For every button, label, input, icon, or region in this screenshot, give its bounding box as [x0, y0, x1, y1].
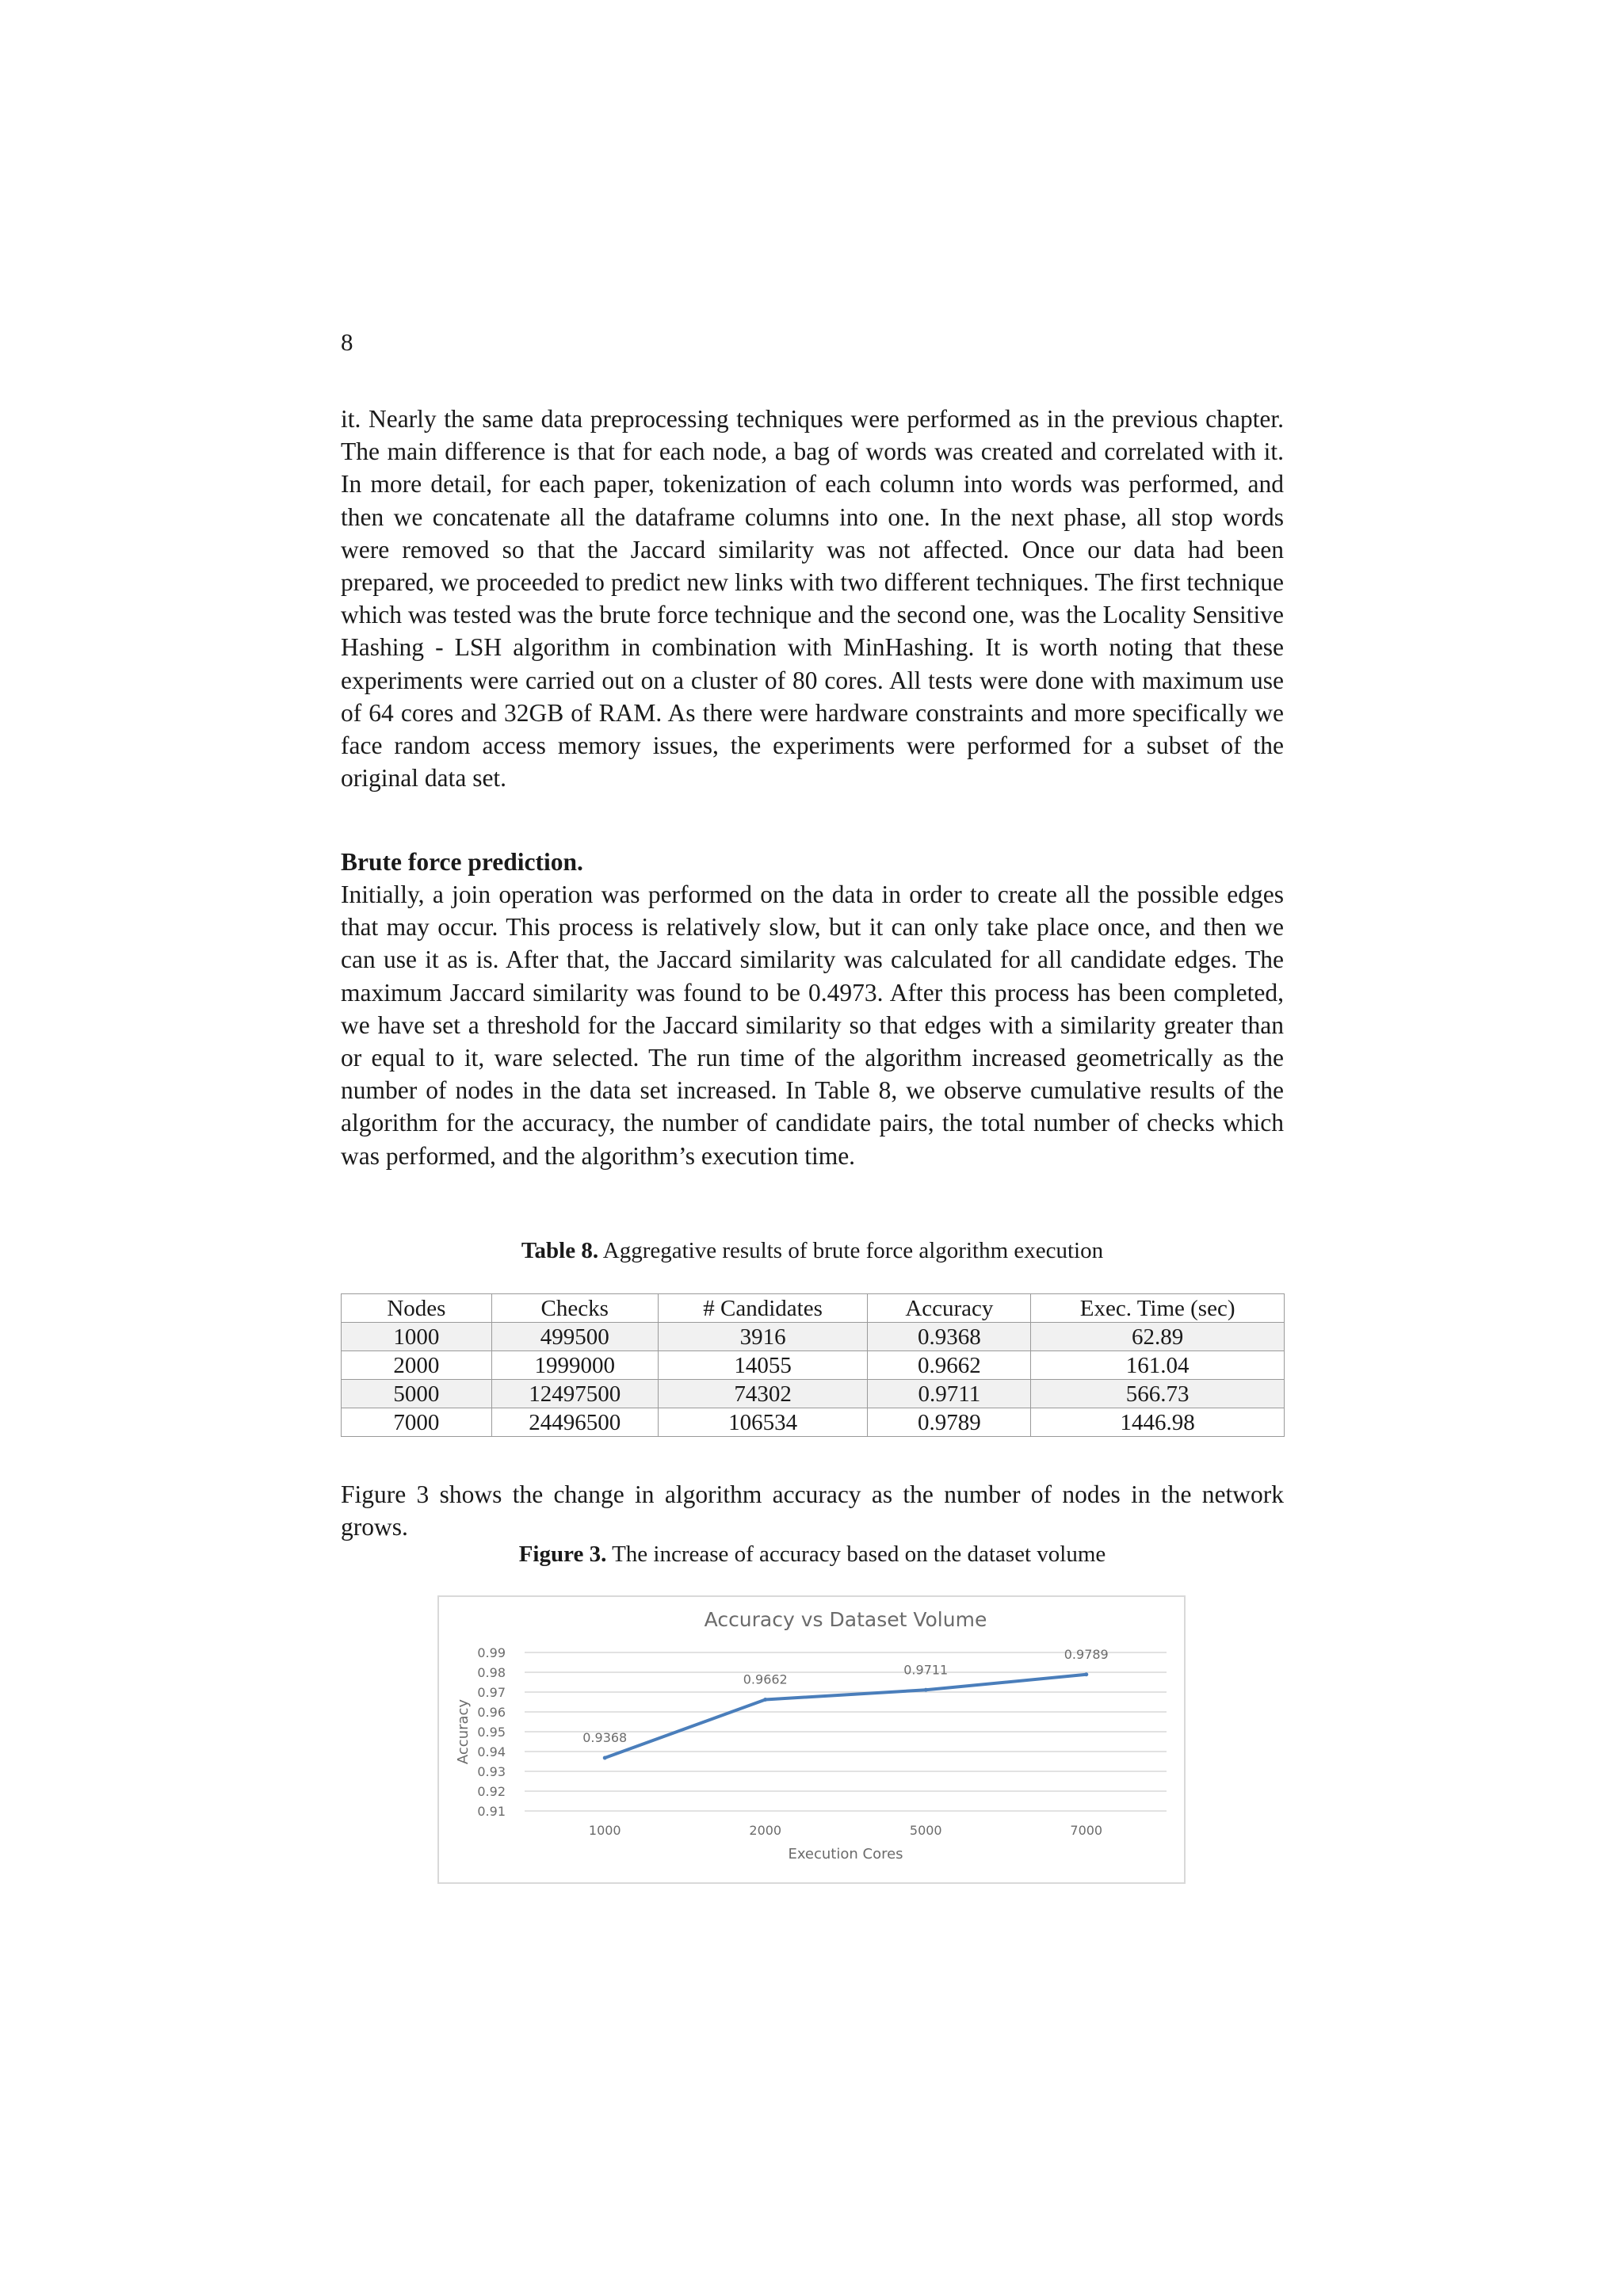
x-axis-label: Execution Cores — [788, 1846, 903, 1862]
table-cell: 7000 — [342, 1408, 492, 1437]
table-row — [342, 1351, 1285, 1380]
table-cell: 0.9789 — [868, 1408, 1031, 1437]
table-cell: 24496500 — [491, 1408, 658, 1437]
table-cell: 566.73 — [1031, 1380, 1285, 1408]
body-paragraph-2: Initially, a join operation was performed on the data in order to create all the possible edges that may occur. This process is relatively slow, but it can only take place once, and then we can use it as is. After that, the Jaccard similarity was calculated for all candidate edges. The maximum Jaccard similarity was found to be 0.4973. After this process has been completed, we have set a threshold for the Jaccard similarity so that edges with a similarity greater than or equal to it, ware selected. The run time of the algorithm increased geometrically as the number of nodes in the data set increased. In Table 8, we observe cumulative results of the algorithm for the accuracy, the number of candidate pairs, the total number of checks which was performed, and the algorithm’s execution time. — [341, 881, 1284, 1170]
y-tick-label: 0.92 — [477, 1784, 506, 1799]
table-caption-label: Table 8. — [521, 1238, 599, 1263]
chart-title: Accuracy vs Dataset Volume — [704, 1608, 987, 1631]
table-header-cell: Nodes — [342, 1294, 492, 1323]
figure-caption — [341, 1540, 1284, 1568]
y-tick-label: 0.98 — [477, 1665, 506, 1680]
table-header-cell: Accuracy — [868, 1294, 1031, 1323]
page-number: 8 — [341, 328, 353, 356]
table-cell: 74302 — [658, 1380, 868, 1408]
table-cell: 62.89 — [1031, 1323, 1285, 1351]
figure-caption-text: The increase of accuracy based on the dataset volume — [612, 1541, 1106, 1567]
table-cell: 3916 — [658, 1323, 868, 1351]
x-tick-label: 7000 — [1070, 1823, 1103, 1838]
y-tick-label: 0.94 — [477, 1744, 506, 1759]
body-paragraph-1: it. Nearly the same data preprocessing techniques were performed as in the previous chapter. The main difference is that for each node, a bag of words was created and correlated with it. In more detail, for each paper, tokenization of each column into words was performed, and then we concatenate all the dataframe columns into one. In the next phase, all stop words were removed so that the Jaccard similarity was not affected. Once our data had been prepared, we proceeded to predict new links with two different techniques. The first technique which was tested was the brute force technique and the second one, was the Locality Sensitive Hashing - LSH algorithm in combination with MinHashing. It is worth noting that these experiments were carried out on a cluster of 80 cores. All tests were done with maximum use of 64 cores and 32GB of RAM. As there were hardware constraints and more specifically we face random access memory issues, the experiments were performed for a subset of the original data set. — [341, 405, 1284, 793]
table-cell: 1000 — [342, 1323, 492, 1351]
figure-caption-label: Figure 3. — [518, 1541, 607, 1567]
data-label: 0.9368 — [582, 1730, 628, 1745]
data-point — [763, 1698, 767, 1702]
table-cell: 0.9711 — [868, 1380, 1031, 1408]
data-label: 0.9789 — [1064, 1646, 1109, 1662]
accuracy-chart — [437, 1595, 1186, 1884]
series-line — [605, 1675, 1086, 1758]
y-tick-label: 0.91 — [477, 1804, 506, 1819]
results-table — [341, 1293, 1285, 1437]
table-cell: 1999000 — [491, 1351, 658, 1380]
table-cell: 106534 — [658, 1408, 868, 1437]
table-header-cell: Exec. Time (sec) — [1031, 1294, 1285, 1323]
x-tick-label: 2000 — [749, 1823, 782, 1838]
table-cell: 14055 — [658, 1351, 868, 1380]
table-row — [342, 1380, 1285, 1408]
section-heading: Brute force prediction. — [341, 848, 583, 876]
data-point — [924, 1688, 928, 1692]
table-caption — [341, 1236, 1284, 1265]
table-header-cell: # Candidates — [658, 1294, 868, 1323]
table-cell: 2000 — [342, 1351, 492, 1380]
x-tick-label: 1000 — [588, 1823, 621, 1838]
table-cell: 0.9662 — [868, 1351, 1031, 1380]
table-header-cell: Checks — [491, 1294, 658, 1323]
table-caption-text: Aggregative results of brute force algorithm execution — [602, 1238, 1104, 1263]
x-tick-label: 5000 — [909, 1823, 942, 1838]
body-paragraph-3: Figure 3 shows the change in algorithm accuracy as the number of nodes in the network grows. — [341, 1480, 1284, 1541]
data-point — [1084, 1672, 1088, 1676]
y-axis-label: Accuracy — [455, 1698, 472, 1765]
y-tick-label: 0.99 — [477, 1645, 506, 1660]
table-header-row — [342, 1294, 1285, 1323]
y-tick-label: 0.95 — [477, 1725, 506, 1740]
y-tick-label: 0.97 — [477, 1685, 506, 1700]
table-cell: 499500 — [491, 1323, 658, 1351]
data-point — [603, 1756, 607, 1760]
table-cell: 1446.98 — [1031, 1408, 1285, 1437]
y-tick-label: 0.93 — [477, 1764, 506, 1779]
table-row — [342, 1323, 1285, 1351]
table-cell: 161.04 — [1031, 1351, 1285, 1380]
table-row — [342, 1408, 1285, 1437]
data-label: 0.9711 — [903, 1662, 949, 1678]
data-label: 0.9662 — [743, 1671, 788, 1687]
table-cell: 5000 — [342, 1380, 492, 1408]
chart-canvas — [439, 1597, 1184, 1882]
table-cell: 0.9368 — [868, 1323, 1031, 1351]
table-cell: 12497500 — [491, 1380, 658, 1408]
y-tick-label: 0.96 — [477, 1705, 506, 1720]
